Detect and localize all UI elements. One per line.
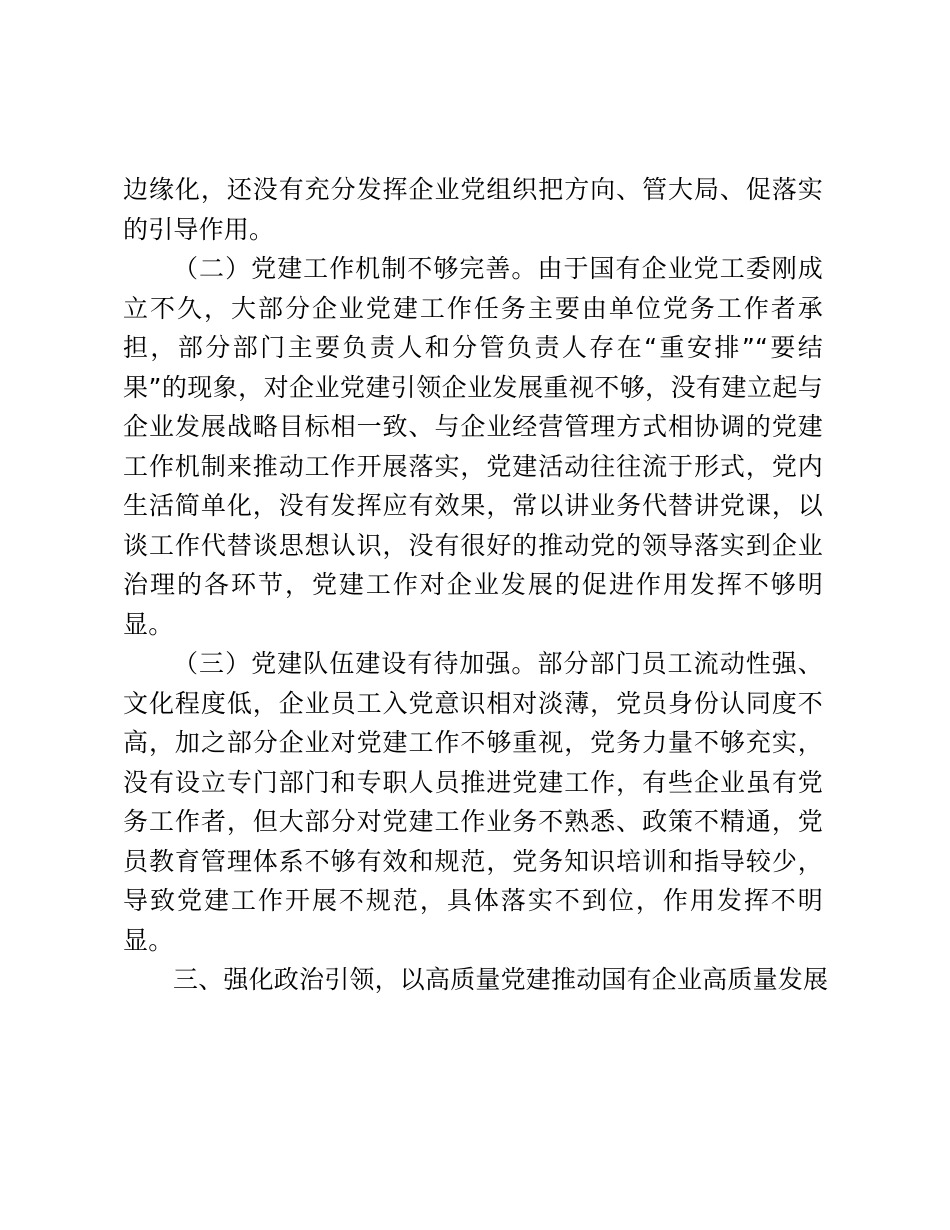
paragraph-party-mechanism: （二）党建工作机制不够完善。由于国有企业党工委刚成立不久，大部分企业党建工作任务主要由单位党务工作者承担，部分部门主要负责人和分管负责人存在“重安排”“要结果”的现象，对企业党建引领企业发展重视不够，没有建立起与企业发展战略目标相一致、与企业经营管理方式相协调的党建工作机制来推动工作开展落实，党建活动往往流于形式，党内生活简单化，没有发挥应有效果，常以讲业务代替讲党课，以谈工作代替谈思想认识，没有很好的推动党的领导落实到企业治理的各环节，党建工作对企业发展的促进作用发挥不够明显。 bbox=[123, 254, 823, 639]
section-heading: 三、强化政治引领，以高质量党建推动国有企业高质量发展 bbox=[173, 965, 829, 994]
document-page bbox=[123, 170, 829, 1000]
paragraph-continuation: 边缘化，还没有充分发挥企业党组织把方向、管大局、促落实的引导作用。 bbox=[123, 175, 823, 244]
paragraph-party-team: （三）党建队伍建设有待加强。部分部门员工流动性强、文化程度低，企业员工入党意识相对淡薄，党员身份认同度不高，加之部分企业对党建工作不够重视，党务力量不够充实，没有设立专门部门和专职人员推进党建工作，有些企业虽有党务工作者，但大部分对党建工作业务不熟悉、政策不精通，党员教育管理体系不够有效和规范，党务知识培训和指导较少，导致党建工作开展不规范，具体落实不到位，作用发挥不明显。 bbox=[123, 649, 823, 955]
